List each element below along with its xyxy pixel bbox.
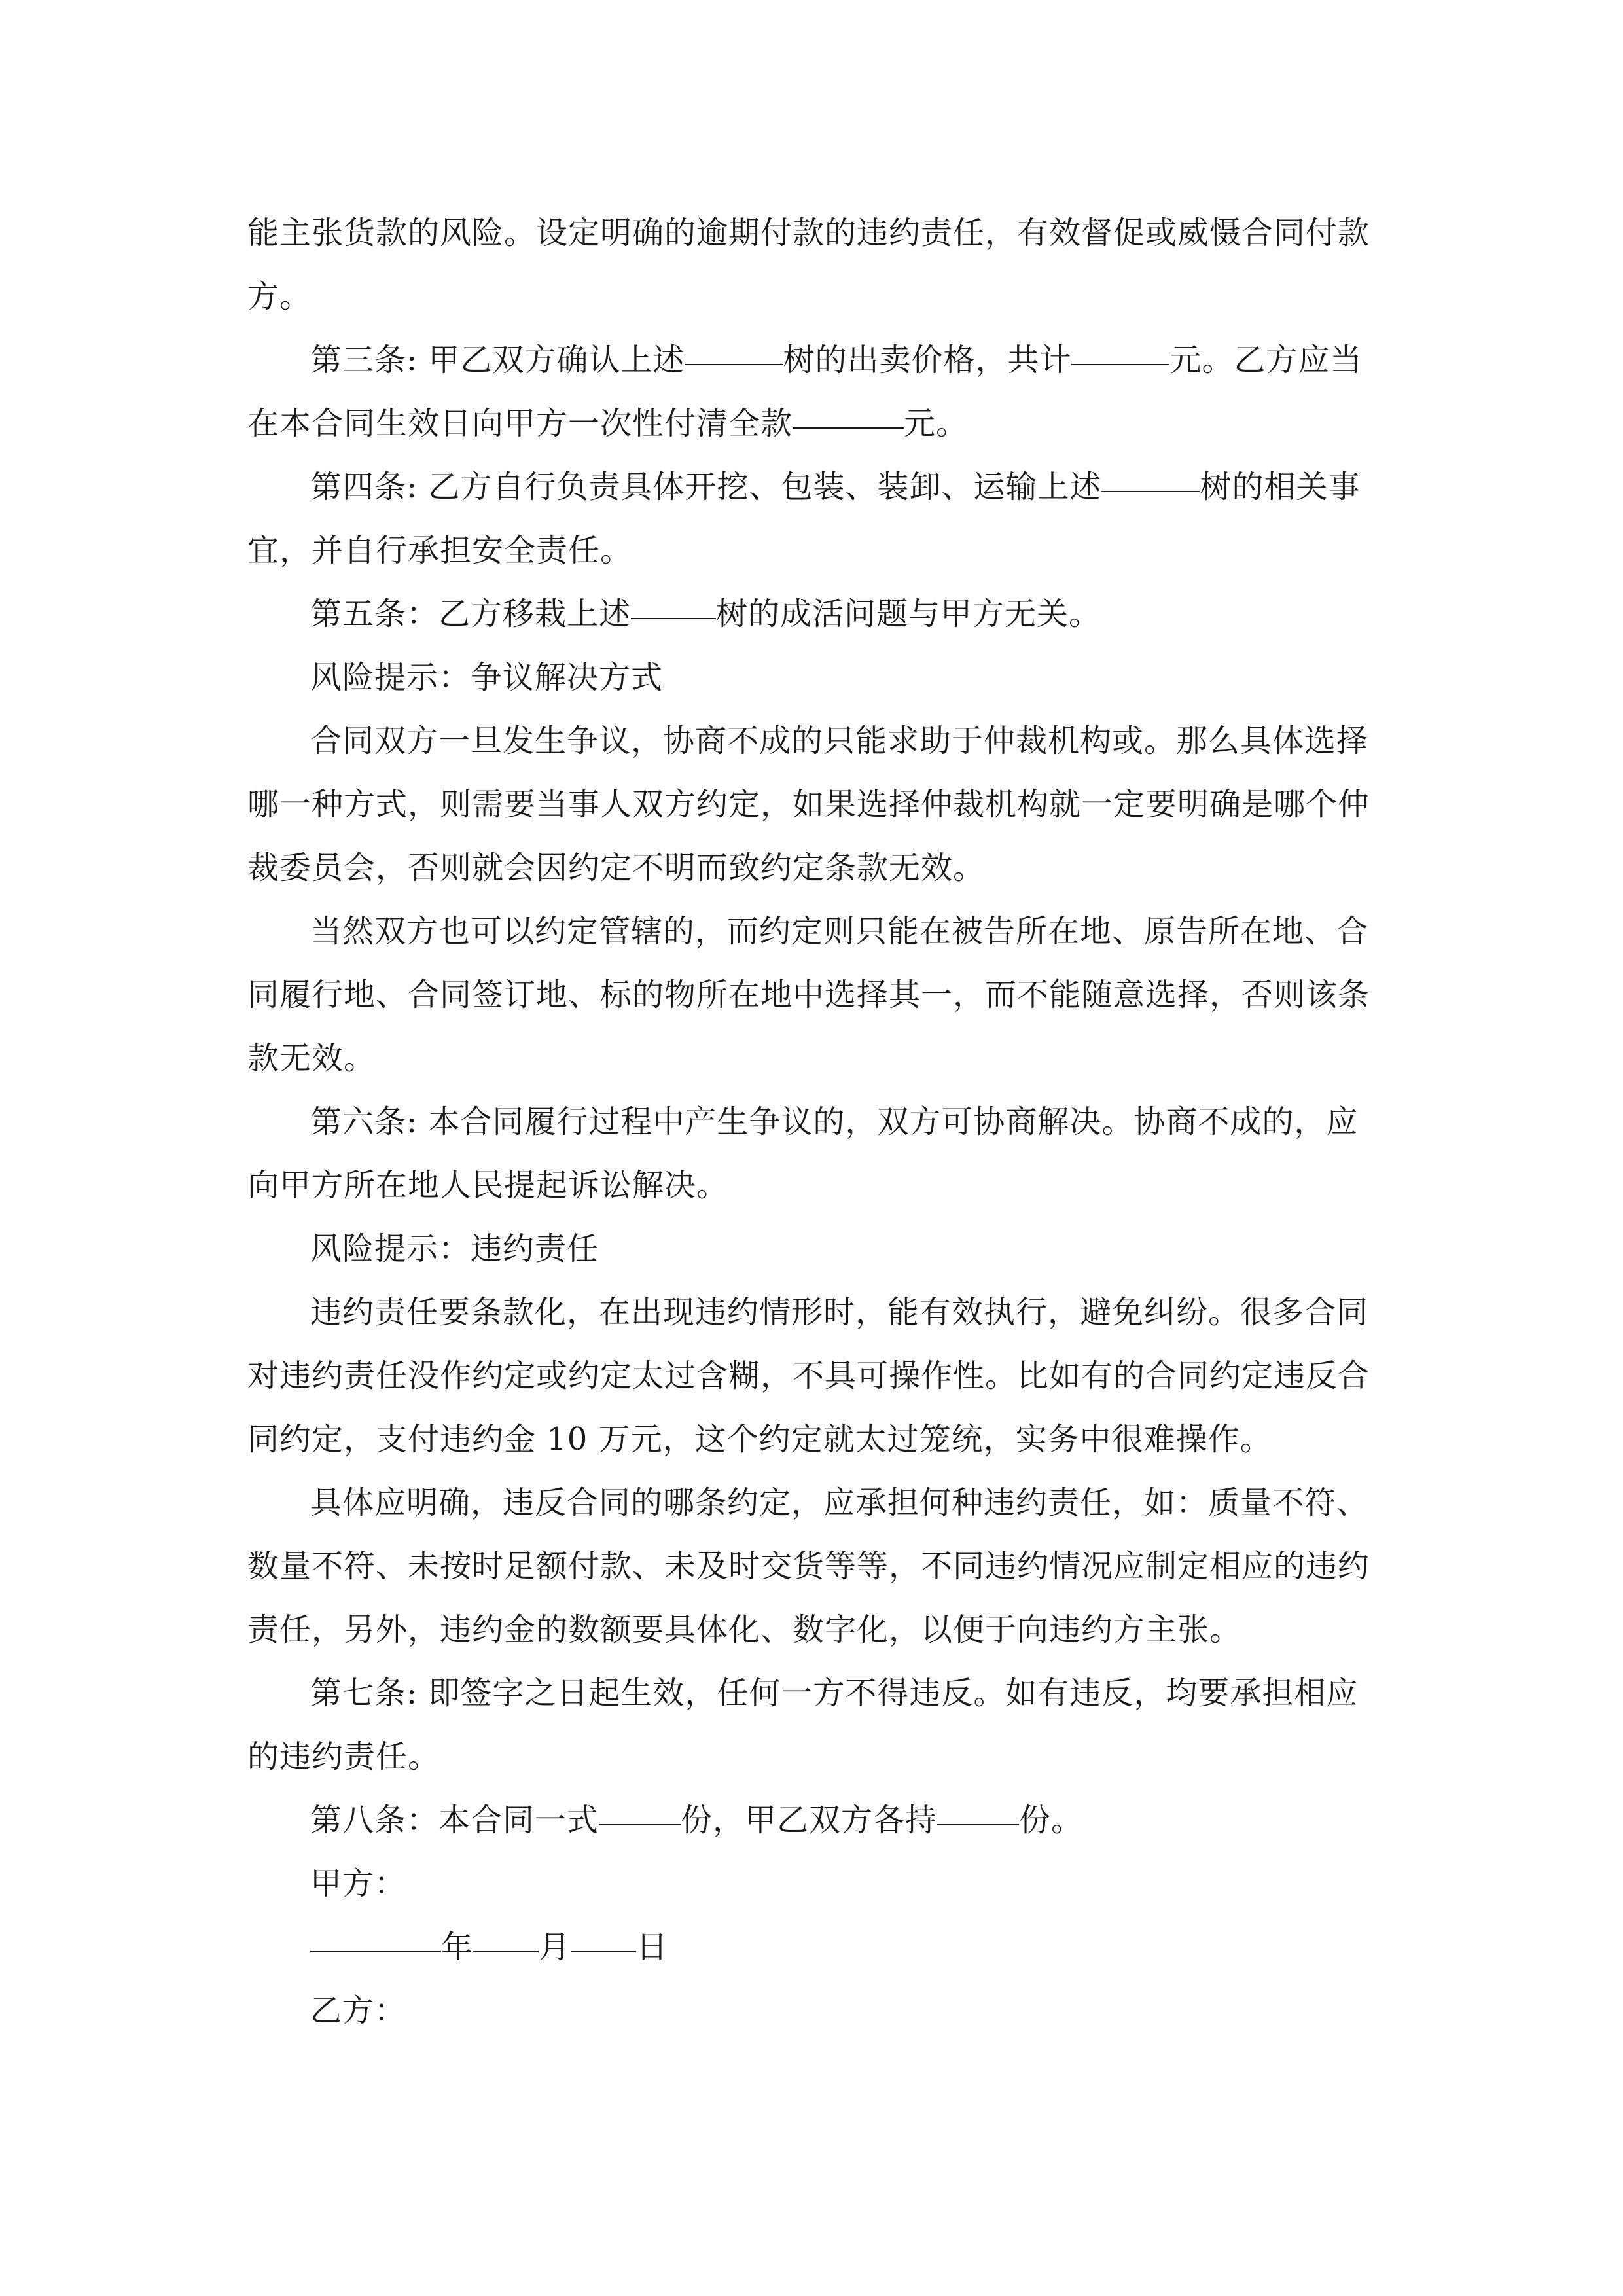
paragraph-line: 合同双方一旦发生争议，协商不成的只能求助于仲裁机构或。那么具体选择 [310,723,1369,759]
party-a-label: 甲方： [310,1865,407,1902]
paragraph-line: 能主张货款的风险。设定明确的逾期付款的违约责任，有效督促或威慑合同付款 [247,215,1370,251]
article-3-line-1 [247,329,1380,392]
article-3-text: 第三条: 甲乙双方确认上述 [310,342,685,378]
risk-heading-breach: 风险提示：违约责任 [310,1230,599,1267]
date-month-label: 月 [539,1929,571,1965]
article-3-text: 在本合同生效日向甲方一次性付清全款 [247,405,793,442]
article-3-line-2 [247,392,1380,456]
article-6-line-2: 向甲方所在地人民提起诉讼解决。 [247,1167,729,1204]
paragraph-line: 宜，并自行承担安全责任。 [247,532,633,569]
article-5-line [247,583,1380,646]
article-5-text: 树的成活问题与甲方无关。 [716,596,1101,632]
paragraph-line: 同履行地、合同签订地、标的物所在地中选择其一，而不能随意选择，否则该条 [247,977,1370,1013]
paragraph-line: 哪一种方式，则需要当事人双方约定，如果选择仲裁机构就一定要明确是哪个仲 [247,786,1370,823]
contract-page [247,202,1380,2043]
article-7-line-2: 的违约责任。 [247,1738,440,1775]
article-8-text: 份。 [1019,1802,1084,1839]
paragraph-line: 责任，另外，违约金的数额要具体化、数字化，以便于向违约方主张。 [247,1611,1242,1648]
article-6-line-1: 第六条: 本合同履行过程中产生争议的，双方可协商解决。协商不成的，应 [310,1103,1359,1140]
article-4-text: 第四条: 乙方自行负责具体开挖、包装、装卸、运输上述 [310,469,1102,505]
article-4-line-1 [247,456,1380,519]
paragraph-line: 裁委员会，否则就会因约定不明而致约定条款无效。 [247,850,986,886]
paragraph-line: 款无效。 [247,1040,376,1077]
fill-blank-tree-name[interactable] [1101,452,1200,492]
risk-heading-dispute: 风险提示：争议解决方式 [310,659,664,696]
fill-blank-tree-name[interactable] [685,325,783,365]
party-b-label: 乙方： [310,1992,407,2029]
article-3-text: 元。乙方应当 [1169,342,1363,378]
fill-blank-tree-name[interactable] [631,579,716,619]
article-3-text: 树的出卖价格，共计 [783,342,1072,378]
fill-blank-day[interactable] [571,1912,636,1952]
paragraph-line: 具体应明确，违反合同的哪条约定，应承担何种违约责任，如：质量不符、 [310,1484,1369,1521]
article-4-text: 树的相关事 [1200,469,1361,505]
paragraph-line: 数量不符、未按时足额付款、未及时交货等等，不同违约情况应制定相应的违约 [247,1548,1370,1585]
article-7-line-1: 第七条: 即签字之日起生效，任何一方不得违反。如有违反，均要承担相应 [310,1675,1359,1712]
article-8-text: 第八条：本合同一式 [310,1802,599,1839]
date-year-label: 年 [441,1929,474,1965]
paragraph-line: 违约责任要条款化，在出现违约情形时，能有效执行，避免纠纷。很多合同 [310,1294,1369,1331]
fill-blank-year[interactable] [310,1912,441,1952]
fill-blank-copies-each[interactable] [937,1785,1019,1825]
article-8-text: 份，甲乙双方各持 [681,1802,938,1839]
fill-blank-full-payment[interactable] [793,388,904,429]
article-3-text: 元。 [904,405,969,442]
article-5-text: 第五条：乙方移栽上述 [310,596,632,632]
paragraph-line: 同约定，支付违约金 10 万元，这个约定就太过笼统，实务中很难操作。 [247,1421,1272,1458]
paragraph-line: 当然双方也可以约定管辖的，而约定则只能在被告所在地、原告所在地、合 [310,913,1369,950]
paragraph-line: 方。 [247,278,312,315]
fill-blank-copies-total[interactable] [599,1785,681,1825]
fill-blank-month[interactable] [473,1912,539,1952]
article-8-line [247,1789,1380,1852]
date-day-label: 日 [636,1929,669,1965]
paragraph-line: 对违约责任没作约定或约定太过含糊，不具可操作性。比如有的合同约定违反合 [247,1357,1370,1394]
fill-blank-total-price[interactable] [1071,325,1169,365]
date-line [247,1916,1380,1979]
